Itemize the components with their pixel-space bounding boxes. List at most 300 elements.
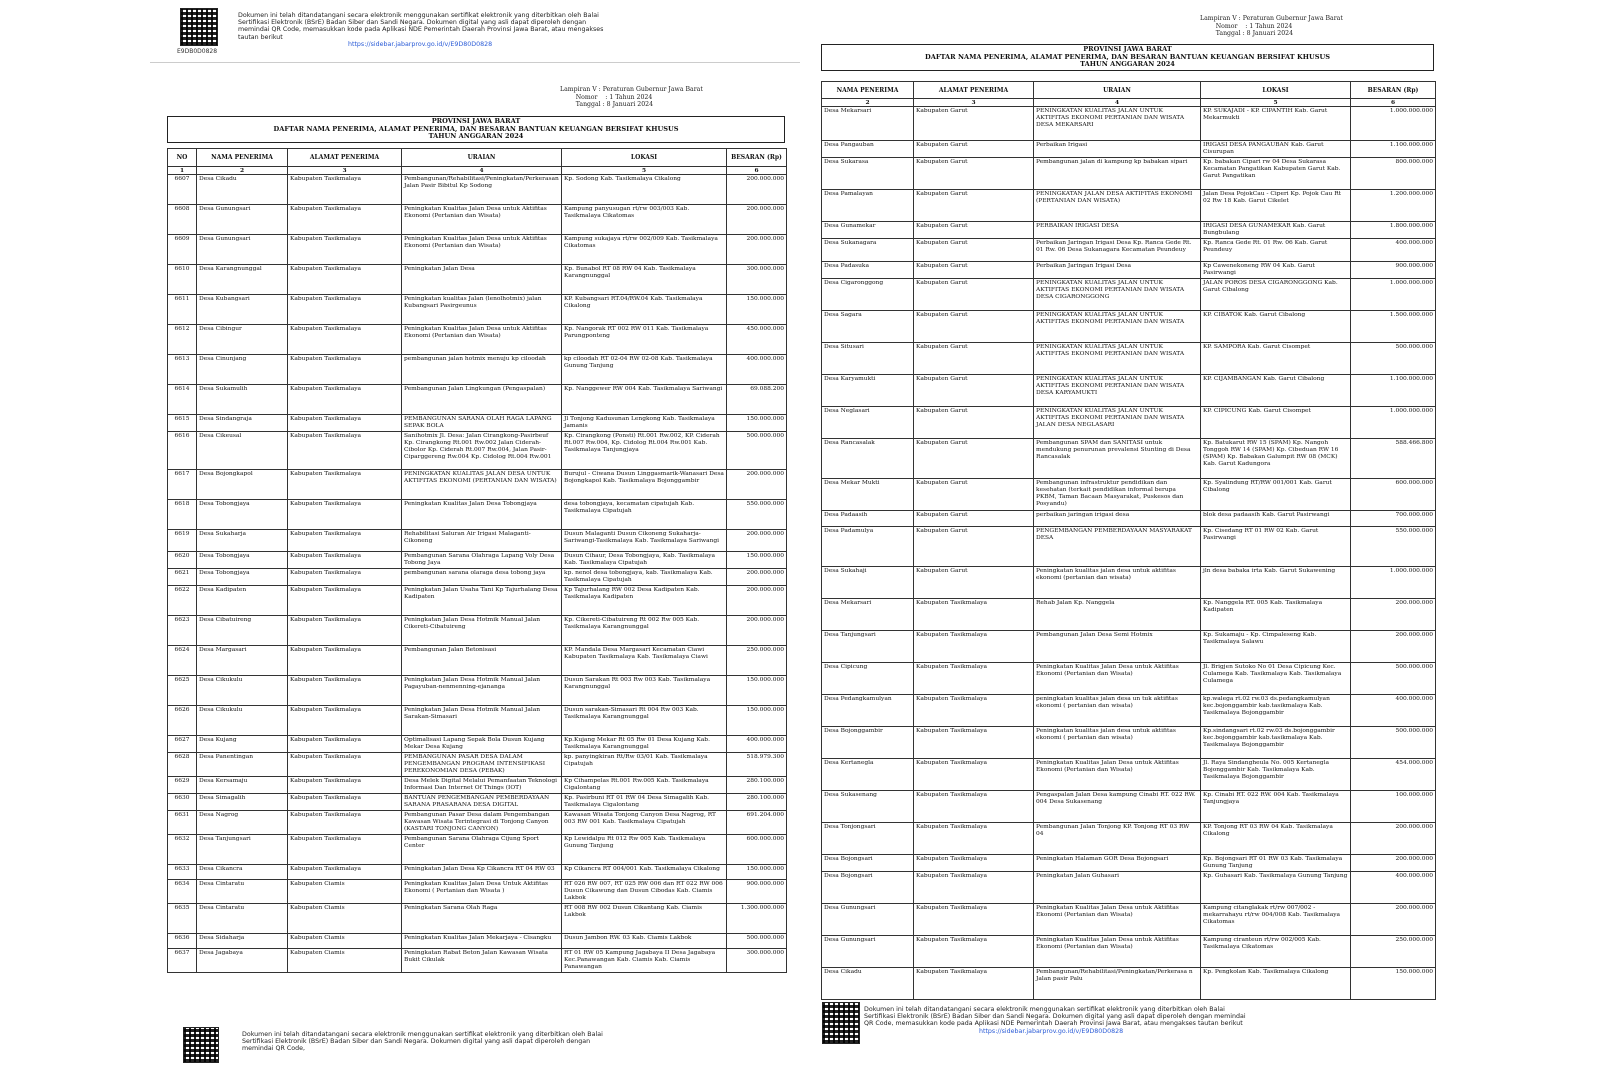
cell-lokasi: KP. Kubangsari RT.04/RW.04 Kab. Tasikmalaya Cikalong [562, 295, 727, 325]
header-besaran: BESARAN (Rp) [727, 149, 787, 167]
cell-lokasi: Kp. Sukamaju - Kp. Cimpaleseng Kab. Tasikmalaya Salawu [1201, 631, 1351, 663]
cell-besaran: 200.000.000 [727, 569, 787, 586]
cell-uraian: Peningkatan Jalan Guhasari [1034, 872, 1201, 904]
cell-alamat: Kabupaten Ciamis [288, 934, 402, 949]
header-uraian: URAIAN [402, 149, 562, 167]
index-cell: 2 [822, 99, 914, 107]
document-title-right [821, 44, 1434, 71]
cell-no: 6633 [168, 865, 197, 880]
cell-uraian: PENINGKATAN KUALITAS JALAN UNTUK AKTIFITAS EKONOMI PERTANIAN DAN WISATA [1034, 311, 1201, 343]
cell-no: 6635 [168, 904, 197, 934]
signature-link[interactable]: https://sidebar.jabarprov.go.id/v/E9D80D0828 [979, 1027, 1124, 1035]
cell-lokasi: desa tobongjaya, kecamatan cipatujah Kab. Tasikmalaya Cipatujah [562, 500, 727, 530]
table-row [168, 432, 787, 470]
cell-lokasi: Dusun Sarakan Rt 003 Rw 003 Kab. Tasikmalaya Karangnunggal [562, 676, 727, 706]
cell-no: 6611 [168, 295, 197, 325]
cell-no: 6628 [168, 753, 197, 777]
cell-lokasi: RT 026 RW 007, RT 025 RW 006 dan RT 022 RW 006 Dusun Cikawung dan Dusun Cibodas Kab. Ciamis Lakbok [562, 880, 727, 904]
index-cell: 5 [1201, 99, 1351, 107]
cell-besaran: 1.200.000.000 [1351, 190, 1436, 222]
cell-nama: Desa Cikukulu [197, 676, 288, 706]
cell-alamat: Kabupaten Garut [914, 262, 1034, 279]
cell-nama: Desa Sukarasa [822, 158, 914, 190]
cell-besaran: 600.000.000 [727, 835, 787, 865]
cell-nama: Desa Jagabaya [197, 949, 288, 973]
cell-besaran: 900.000.000 [1351, 262, 1436, 279]
table-row [168, 500, 787, 530]
cell-lokasi: KP. Mandala Desa Margasari Kecamatan Ciawi Kabupaten Tasikmalaya Kab. Tasikmalaya Ciawi [562, 646, 727, 676]
cell-alamat: Kabupaten Ciamis [288, 880, 402, 904]
index-cell: 3 [288, 167, 402, 175]
cell-alamat: Kabupaten Garut [914, 190, 1034, 222]
cell-alamat: Kabupaten Garut [914, 311, 1034, 343]
cell-alamat: Kabupaten Ciamis [288, 949, 402, 973]
title-line-1: PROVINSI JAWA BARAT [431, 117, 521, 125]
cell-alamat: Kabupaten Tasikmalaya [288, 325, 402, 355]
cell-uraian: Peningkatan Kualitas Jalan Desa untuk Aktifitas Ekonomi (Pertanian dan Wisata) [402, 235, 562, 265]
cell-lokasi: Kp.sindangsari rt.02 rw.03 ds.bojonggambir kec.bojonggambir kab.tasikmalaya Kab. Tasikmalaya Bojonggambir [1201, 727, 1351, 759]
cell-besaran: 1.100.000.000 [1351, 141, 1436, 158]
cell-uraian: Peningkatan Jalan Desa Hotmik Manual Jalan Cikereti-Cibatuireng [402, 616, 562, 646]
cell-lokasi: Kp. Pasirbuni RT 01 RW 04 Desa Simagalih Kab. Tasikmalaya Cigalontang [562, 794, 727, 811]
table-row [822, 511, 1436, 527]
cell-alamat: Kabupaten Tasikmalaya [288, 569, 402, 586]
cell-alamat: Kabupaten Tasikmalaya [288, 205, 402, 235]
cell-nama: Desa Nagrog [197, 811, 288, 835]
cell-lokasi: RT 01 RW 05 Kampung Jagabaya II Desa Jagabaya Kec.Panawangan Kab. Ciamis Kab. Ciamis Panawangan [562, 949, 727, 973]
cell-lokasi: Kp. Guhasari Kab. Tasikmalaya Gunung Tanjung [1201, 872, 1351, 904]
cell-besaran: 1.000.000.000 [1351, 107, 1436, 141]
cell-nama: Desa Cibingur [197, 325, 288, 355]
cell-nama: Desa Bojonggambir [822, 727, 914, 759]
cell-lokasi: Kp Cihampelas Rt.001 Rw.005 Kab. Tasikmalaya Cigalontang [562, 777, 727, 794]
cell-alamat: Kabupaten Tasikmalaya [288, 865, 402, 880]
cell-nama: Desa Cintaratu [197, 904, 288, 934]
cell-alamat: Kabupaten Tasikmalaya [288, 794, 402, 811]
cell-besaran: 400.000.000 [1351, 239, 1436, 262]
cell-uraian: Peningkatan Kualitas Jalan Desa untuk Aktifitas Ekonomi (Pertanian dan Wisata) [402, 205, 562, 235]
cell-besaran: 150.000.000 [727, 865, 787, 880]
cell-alamat: Kabupaten Garut [914, 158, 1034, 190]
cell-nama: Desa Padaasih [822, 511, 914, 527]
cell-besaran: 1.300.000.000 [727, 904, 787, 934]
cell-besaran: 250.000.000 [727, 646, 787, 676]
signature-notice [238, 12, 618, 48]
cell-alamat: Kabupaten Garut [914, 141, 1034, 158]
signature-notice-text: Dokumen ini telah ditandatangani secara elektronik menggunakan sertifikat elektronik yang diterbitkan oleh Balai Sertifikasi Elektronik (BSrE) Badan Siber dan Sandi Negara. Dokumen digital yang asli dapat diperoleh dengan memindai QR Code, memasukkan kode pada Aplikasi NDE Pemerintah Daerah Provinsi Jawa Barat, atau mengakses tautan berikut [238, 12, 604, 41]
cell-alamat: Kabupaten Tasikmalaya [288, 753, 402, 777]
cell-besaran: 450.000.000 [727, 325, 787, 355]
cell-lokasi: kp ciloodah RT 02-04 RW 02-08 Kab. Tasikmalaya Gunung Tanjung [562, 355, 727, 385]
cell-uraian: Peningkatan kualitas Jalan (lenolhotmix) jalan Kubangsari Pasirgeunus [402, 295, 562, 325]
cell-alamat: Kabupaten Tasikmalaya [288, 470, 402, 500]
title-line-2: DAFTAR NAMA PENERIMA, ALAMAT PENERIMA, DAN BESARAN BANTUAN KEUANGAN BERSIFAT KHUSUS [273, 124, 679, 133]
cell-uraian: Pembangunan Jalan Desa Semi Hotmix [1034, 631, 1201, 663]
cell-alamat: Kabupaten Tasikmalaya [914, 727, 1034, 759]
cell-besaran: 200.000.000 [1351, 855, 1436, 872]
cell-uraian: Peningkatan Kualitas Jalan Desa untuk Aktifitas Ekonomi (Pertanian dan Wisata) [1034, 663, 1201, 695]
cell-alamat: Kabupaten Garut [914, 222, 1034, 239]
table-row [822, 695, 1436, 727]
cell-alamat: Kabupaten Garut [914, 439, 1034, 479]
cell-alamat: Kabupaten Tasikmalaya [288, 235, 402, 265]
cell-nama: Desa Karyamukti [822, 375, 914, 407]
cell-uraian: Peningkatan Kualitas Jalan Desa untuk Aktifitas Ekonomi (Pertanian dan Wisata) [402, 325, 562, 355]
table-row [168, 835, 787, 865]
cell-alamat: Kabupaten Tasikmalaya [914, 631, 1034, 663]
header-alamat: ALAMAT PENERIMA [288, 149, 402, 167]
cell-uraian: Pengaspalan Jalan Desa kampung Cinabi RT. 022 RW. 004 Desa Sukasenang [1034, 791, 1201, 823]
table-row [822, 872, 1436, 904]
cell-no: 6629 [168, 777, 197, 794]
cell-uraian: Peningkatan Kualitas Jalan Mekarjaya - Cisangku [402, 934, 562, 949]
table-row [168, 325, 787, 355]
cell-alamat: Kabupaten Ciamis [288, 904, 402, 934]
cell-besaran: 500.000.000 [1351, 663, 1436, 695]
cell-nama: Desa Mekar Mukti [822, 479, 914, 511]
cell-nama: Desa Bojongkapol [197, 470, 288, 500]
cell-lokasi: Kp. Cisedang RT 01 RW 02 Kab. Garut Pasirwangi [1201, 527, 1351, 567]
cell-alamat: Kabupaten Tasikmalaya [288, 265, 402, 295]
header-nama: NAMA PENERIMA [822, 82, 914, 99]
cell-besaran: 150.000.000 [727, 676, 787, 706]
cell-nama: Desa Padasuka [822, 262, 914, 279]
table-row [168, 616, 787, 646]
cell-no: 6607 [168, 175, 197, 205]
cell-besaran: 200.000.000 [1351, 904, 1436, 936]
table-row [822, 107, 1436, 141]
signature-notice-text: Dokumen ini telah ditandatangani secara elektronik menggunakan sertifikat elektronik yang diterbitkan oleh Balai Sertifikasi Elektronik (BSrE) Badan Siber dan Sandi Negara. Dokumen digital yang asli dapat diperoleh dengan memindai QR Code, memasukkan kode pada Aplikasi NDE Pemerintah Daerah Provinsi Jawa Barat, atau mengakses tautan berikut [864, 1006, 1246, 1028]
cell-no: 6614 [168, 385, 197, 415]
cell-besaran: 550.000.000 [727, 500, 787, 530]
cell-lokasi: Jl. Brigjen Sutoko No 01 Desa Cipicung Kec. Culamega Kab. Tasikmalaya Kab. Tasikmalaya Culamega [1201, 663, 1351, 695]
table-row [168, 753, 787, 777]
cell-nama: Desa Cigaronggong [822, 279, 914, 311]
cell-nama: Desa Gunungsari [197, 235, 288, 265]
cell-besaran: 200.000.000 [727, 235, 787, 265]
cell-uraian: pembangunan sarana olaraga desa tobong jaya [402, 569, 562, 586]
table-row [168, 777, 787, 794]
cell-lokasi: Kp. Nanggewer RW 004 Kab. Tasikmalaya Sariwangi [562, 385, 727, 415]
recipient-table-left [167, 148, 787, 973]
cell-alamat: Kabupaten Tasikmalaya [288, 530, 402, 552]
cell-uraian: Peningkatan Kualitas Jalan Desa untuk Aktifitas Ekonomi (Pertanian dan Wisata) [1034, 936, 1201, 968]
cell-lokasi: Dusun Malaganti Dusun Cikoneng Sukaharja-Sariwangi-Tasikmalaya Kab. Tasikmalaya Sariwangi [562, 530, 727, 552]
cell-lokasi: Kp Cawenekoneng RW 04 Kab. Garut Pasirwangi [1201, 262, 1351, 279]
cell-nama: Desa Tobongjaya [197, 500, 288, 530]
cell-uraian: PENINGKATAN JALAN DESA AKTIFITAS EKONOMI (PERTANIAN DAN WISATA) [1034, 190, 1201, 222]
cell-besaran: 691.204.000 [727, 811, 787, 835]
cell-alamat: Kabupaten Tasikmalaya [914, 695, 1034, 727]
table-row [822, 567, 1436, 599]
cell-uraian: Peningkatan Kualitas Jalan Desa Untuk Aktifitas Ekonomi ( Pertanian dan Wisata ) [402, 880, 562, 904]
cell-lokasi: KP. CIBATOK Kab. Garut Cibalong [1201, 311, 1351, 343]
cell-uraian: Peningkatan Rabat Beton Jalan Kawasan Wisata Bukit Cikulak [402, 949, 562, 973]
cell-besaran: 200.000.000 [727, 175, 787, 205]
cell-alamat: Kabupaten Tasikmalaya [288, 355, 402, 385]
cell-lokasi: Dusun Cihaur, Desa Tobongjaya, Kab. Tasikmalaya Kab. Tasikmalaya Cipatujah [562, 552, 727, 569]
cell-nama: Desa Kersamaju [197, 777, 288, 794]
cell-lokasi: Kp Cikancra RT 004/001 Kab. Tasikmalaya Cikalong [562, 865, 727, 880]
cell-lokasi: kp.walega rt.02 rw.03 ds.pedangkamulyan kec.bojonggambir kab.tasikmalaya Kab. Tasikmalaya Bojonggambir [1201, 695, 1351, 727]
cell-nama: Desa Sukasenang [822, 791, 914, 823]
header-alamat: ALAMAT PENERIMA [914, 82, 1034, 99]
cell-alamat: Kabupaten Tasikmalaya [288, 706, 402, 736]
table-row [168, 175, 787, 205]
cell-uraian: PENINGKATAN KUALITAS JALAN UNTUK AKTIFITAS EKONOMI PERTANIAN DAN WISATA JALAN DESA NEGLASARI [1034, 407, 1201, 439]
recipient-table-right [821, 81, 1436, 1000]
header-uraian: URAIAN [1034, 82, 1201, 99]
cell-besaran: 550.000.000 [1351, 527, 1436, 567]
cell-alamat: Kabupaten Tasikmalaya [914, 759, 1034, 791]
cell-besaran: 250.000.000 [1351, 936, 1436, 968]
cell-alamat: Kabupaten Garut [914, 343, 1034, 375]
table-row [822, 311, 1436, 343]
cell-uraian: Pembangunan Sarana Olahraga Cijung Sport Center [402, 835, 562, 865]
lampiran-header-right: Lampiran V : Peraturan Gubernur Jawa Barat Nomor : 1 Tahun 2024 Tanggal : 8 Januari 2024 [1200, 15, 1343, 38]
cell-nama: Desa Sukahaji [822, 567, 914, 599]
cell-alamat: Kabupaten Tasikmalaya [288, 646, 402, 676]
cell-nama: Desa Sukamulih [197, 385, 288, 415]
cell-uraian: Perbaikan Jaringan Irigasi Desa [1034, 262, 1201, 279]
table-row [822, 222, 1436, 239]
lampiran-header: Lampiran V : Peraturan Gubernur Jawa Barat Nomor : 1 Tahun 2024 Tanggal : 8 Januari 2024 [560, 86, 703, 109]
cell-nama: Desa Kertanegla [822, 759, 914, 791]
cell-no: 6616 [168, 432, 197, 470]
cell-uraian: Peningkatan Halaman GOR Desa Bojongsari [1034, 855, 1201, 872]
cell-no: 6619 [168, 530, 197, 552]
cell-nama: Desa Gunamekar [822, 222, 914, 239]
cell-uraian: Pembangunan Jalan Lingkungan (Pengaspalan) [402, 385, 562, 415]
index-cell: 3 [914, 99, 1034, 107]
cell-uraian: pembangunan jalan hotmix menuju kp ciloodah [402, 355, 562, 385]
table-row [822, 791, 1436, 823]
cell-no: 6617 [168, 470, 197, 500]
cell-lokasi: RT 008 RW 002 Dusun Cikantang Kab. Ciamis Lakbok [562, 904, 727, 934]
cell-lokasi: KP. SAMPORA Kab. Garut Cisompet [1201, 343, 1351, 375]
cell-uraian: Peningkatan Kualitas Jalan Desa untuk Aktifitas Ekonomi (Pertanian dan Wisata) [1034, 759, 1201, 791]
cell-no: 6615 [168, 415, 197, 432]
cell-alamat: Kabupaten Garut [914, 567, 1034, 599]
cell-besaran: 200.000.000 [727, 586, 787, 616]
cell-nama: Desa Neglasari [822, 407, 914, 439]
cell-nama: Desa Cibatuireng [197, 616, 288, 646]
table-row [822, 190, 1436, 222]
cell-lokasi: Kampung ciranteun rt/rw 002/005 Kab. Tasikmalaya Cikatomas [1201, 936, 1351, 968]
cell-lokasi: Kawasan Wisata Tonjong Canyon Desa Nagrog, RT 003 RW 001 Kab. Tasikmalaya Cipatujah [562, 811, 727, 835]
cell-besaran: 900.000.000 [727, 880, 787, 904]
cell-uraian: PENINGKATAN KUALITAS JALAN UNTUK AKTIFITAS EKONOMI PERTANIAN DAN WISATA DESA CIGARONGGONG [1034, 279, 1201, 311]
title-line-3: TAHUN ANGGARAN 2024 [428, 132, 524, 141]
cell-alamat: Kabupaten Tasikmalaya [288, 552, 402, 569]
cell-uraian: Pembangunan Jalan Tonjong KP. Tonjong RT 03 RW 04 [1034, 823, 1201, 855]
cell-uraian: Peningkatan kualitas jalan desa untuk aktifitas ekonomi (pertanian dan wisata) [1034, 567, 1201, 599]
cell-nama: Desa Karangnunggal [197, 265, 288, 295]
cell-lokasi: kp. nenol desa tobongjaya, kab. Tasikmalaya Kab. Tasikmalaya Cipatujah [562, 569, 727, 586]
table-row [822, 936, 1436, 968]
cell-alamat: Kabupaten Tasikmalaya [288, 415, 402, 432]
signature-code: E9DB0D0828 [177, 48, 218, 55]
cell-besaran: 1.000.000.000 [1351, 567, 1436, 599]
table-row [168, 736, 787, 753]
cell-no: 6625 [168, 676, 197, 706]
cell-alamat: Kabupaten Tasikmalaya [288, 616, 402, 646]
cell-nama: Desa Gunungsari [822, 936, 914, 968]
cell-nama: Desa Pedangkamulyan [822, 695, 914, 727]
cell-alamat: Kabupaten Tasikmalaya [288, 385, 402, 415]
cell-no: 6612 [168, 325, 197, 355]
qr-code-icon [822, 1002, 860, 1044]
cell-alamat: Kabupaten Garut [914, 239, 1034, 262]
table-row [822, 158, 1436, 190]
cell-alamat: Kabupaten Garut [914, 511, 1034, 527]
table-row [822, 631, 1436, 663]
cell-nama: Desa Kubangsari [197, 295, 288, 325]
table-row [168, 676, 787, 706]
cell-uraian: PERBAIKAN IRIGASI DESA [1034, 222, 1201, 239]
cell-uraian: Peningkatan Jalan Usaha Tani Kp Tajurhalang Desa Kadipaten [402, 586, 562, 616]
cell-besaran: 200.000.000 [727, 205, 787, 235]
cell-besaran: 400.000.000 [727, 736, 787, 753]
table-row [168, 470, 787, 500]
index-cell: 2 [197, 167, 288, 175]
cell-alamat: Kabupaten Tasikmalaya [288, 777, 402, 794]
index-cell: 4 [1034, 99, 1201, 107]
table-row [168, 811, 787, 835]
cell-uraian: perbaikan jaringan irigasi desa [1034, 511, 1201, 527]
cell-besaran: 500.000.000 [727, 432, 787, 470]
cell-uraian: PENINGKATAN KUALITAS JALAN UNTUK AKTIFITAS EKONOMI PERTANIAN DAN WISATA [1034, 343, 1201, 375]
cell-no: 6622 [168, 586, 197, 616]
header-nama: NAMA PENERIMA [197, 149, 288, 167]
cell-lokasi: Kp. Batukarut RW 15 (SPAM) Kp. Nangoh Tonggoh RW 14 (SPAM) Kp. Cibeduan RW 16 (SPAM) Kp. Babakan Galumpit RW 08 (MCK) Kab. Garut Kadungora [1201, 439, 1351, 479]
table-row [168, 355, 787, 385]
cell-uraian: Sanihotmix Jl. Desa: Jalan Cirangkong-Pasirbeuf Kp. Cirangkong Rt.001 Rw.002 Jalan Ciderah-Cibolor Kp. Ciderah Rt.007 Rw.004, Jalan Pasir-Ciparggereng Rw.004 Kp. Cidolog Rt.004 Rw.001 [402, 432, 562, 470]
cell-nama: Desa Rancasalak [822, 439, 914, 479]
table-row [168, 530, 787, 552]
cell-lokasi: kp. panyingkiran Rt/Rw 03/01 Kab. Tasikmalaya Cipatujah [562, 753, 727, 777]
cell-no: 6626 [168, 706, 197, 736]
cell-nama: Desa Padamulya [822, 527, 914, 567]
cell-alamat: Kabupaten Garut [914, 107, 1034, 141]
cell-besaran: 300.000.000 [727, 949, 787, 973]
cell-uraian: PENGEMBANGAN PEMBERDAYAAN MASYARAKAT DESA [1034, 527, 1201, 567]
index-cell: 5 [562, 167, 727, 175]
cell-nama: Desa Margasari [197, 646, 288, 676]
cell-besaran: 150.000.000 [727, 706, 787, 736]
cell-besaran: 518.979.300 [727, 753, 787, 777]
cell-uraian: Pembangunan/Rehabilitasi/Peningkatan/Perkerasa n Jalan pasir Palu [1034, 968, 1201, 1000]
signature-link[interactable]: https://sidebar.jabarprov.go.id/v/E9D80D0828 [348, 40, 493, 48]
cell-alamat: Kabupaten Tasikmalaya [288, 500, 402, 530]
cell-uraian: Rehabilitasi Saluran Air Irigasi Malaganti-Cikoneng [402, 530, 562, 552]
qr-code-icon [180, 8, 218, 46]
page-divider [150, 62, 800, 63]
cell-nama: Desa Mekarsari [822, 599, 914, 631]
cell-nama: Desa Tonjongsari [822, 823, 914, 855]
cell-besaran: 150.000.000 [727, 415, 787, 432]
cell-lokasi: Kp. Syalindung RT/RW 001/001 Kab. Garut Cibalong [1201, 479, 1351, 511]
cell-alamat: Kabupaten Tasikmalaya [914, 855, 1034, 872]
table-row [168, 949, 787, 973]
cell-nama: Desa Bojongsari [822, 872, 914, 904]
cell-alamat: Kabupaten Tasikmalaya [288, 835, 402, 865]
cell-lokasi: Kp.Kujang Mekar Rt 05 Rw 01 Desa Kujang Kab. Tasikmalaya Karangnunggal [562, 736, 727, 753]
cell-nama: Desa Cikadu [822, 968, 914, 1000]
table-row [822, 599, 1436, 631]
cell-uraian: Pembangunan Pasar Desa dalam Pengembangan Kawasan Wisata Terintegrasi di Tonjong Canyon (KASTARI TONJONG CANYON) [402, 811, 562, 835]
cell-besaran: 400.000.000 [1351, 872, 1436, 904]
cell-uraian: Perbaikan Irigasi [1034, 141, 1201, 158]
table-row [168, 794, 787, 811]
cell-alamat: Kabupaten Garut [914, 279, 1034, 311]
table-row [168, 552, 787, 569]
table-row [168, 865, 787, 880]
table-row [168, 586, 787, 616]
cell-alamat: Kabupaten Tasikmalaya [914, 936, 1034, 968]
signature-notice-right [864, 1006, 1249, 1035]
cell-uraian: Optimalisasi Lapang Sepak Bola Dusun Kujang Mekar Desa Kujang [402, 736, 562, 753]
cell-besaran: 500.000.000 [1351, 343, 1436, 375]
cell-alamat: Kabupaten Tasikmalaya [288, 811, 402, 835]
table-row [168, 569, 787, 586]
cell-no: 6630 [168, 794, 197, 811]
cell-no: 6632 [168, 835, 197, 865]
index-cell: 1 [168, 167, 197, 175]
table-row [822, 439, 1436, 479]
title-line-2: DAFTAR NAMA PENERIMA, ALAMAT PENERIMA, DAN BESARAN BANTUAN KEUANGAN BERSIFAT KHUSUS [925, 52, 1330, 61]
cell-nama: Desa Kujang [197, 736, 288, 753]
cell-nama: Desa Cipicung [822, 663, 914, 695]
cell-lokasi: KP. Tonjong RT 03 RW 04 Kab. Tasikmalaya Cikalong [1201, 823, 1351, 855]
cell-nama: Desa Cintaratu [197, 880, 288, 904]
cell-no: 6620 [168, 552, 197, 569]
cell-besaran: 150.000.000 [727, 552, 787, 569]
cell-uraian: Peningkatan Jalan Desa Hotmik Manual Jalan Sarakan-Simasari [402, 706, 562, 736]
cell-alamat: Kabupaten Tasikmalaya [914, 904, 1034, 936]
cell-besaran: 200.000.000 [1351, 631, 1436, 663]
table-row [822, 141, 1436, 158]
cell-alamat: Kabupaten Garut [914, 407, 1034, 439]
cell-uraian: PEMBANGUNAN PASAR DESA DALAM PENGEMBANGAN PROGRAM INTENSIFIKASI PEREKONOMIAN DESA (PEBAK) [402, 753, 562, 777]
cell-lokasi: Kp. Ranca Gede Rt. 01 Rw. 06 Kab. Garut Peundeuy [1201, 239, 1351, 262]
cell-lokasi: Kp. Nanggela RT. 005 Kab. Tasikmalaya Kadipaten [1201, 599, 1351, 631]
cell-nama: Desa Pangauban [822, 141, 914, 158]
cell-besaran: 1.000.000.000 [1351, 407, 1436, 439]
cell-alamat: Kabupaten Tasikmalaya [288, 432, 402, 470]
header-lokasi: LOKASI [562, 149, 727, 167]
cell-besaran: 200.000.000 [727, 530, 787, 552]
table-row [822, 262, 1436, 279]
cell-no: 6631 [168, 811, 197, 835]
cell-no: 6618 [168, 500, 197, 530]
table-row [168, 415, 787, 432]
cell-nama: Desa Sukanagara [822, 239, 914, 262]
cell-uraian: PENINGKATAN KUALITAS JALAN UNTUK AKTIFITAS EKONOMI PERTANIAN DAN WISATA DESA KARYAMUKTI [1034, 375, 1201, 407]
cell-besaran: 800.000.000 [1351, 158, 1436, 190]
cell-besaran: 280.100.000 [727, 794, 787, 811]
cell-uraian: Peningkatan Kualitas Jalan Desa Tobongjaya [402, 500, 562, 530]
cell-besaran: 700.000.000 [1351, 511, 1436, 527]
cell-uraian: Pembangunan Jalan Betonisasi [402, 646, 562, 676]
cell-no: 6613 [168, 355, 197, 385]
cell-lokasi: Kp. Cikereti-Cibatuireng Rt 002 Rw 005 Kab. Tasikmalaya Karangnunggal [562, 616, 727, 646]
cell-lokasi: Kampung panyusugan rt/rw 003/003 Kab. Tasikmalaya Cikatomas [562, 205, 727, 235]
cell-besaran: 500.000.000 [727, 934, 787, 949]
cell-uraian: PEMBANGUNAN SARANA OLAH RAGA LAPANG SEPAK BOLA [402, 415, 562, 432]
index-cell: 6 [1351, 99, 1436, 107]
cell-no: 6608 [168, 205, 197, 235]
